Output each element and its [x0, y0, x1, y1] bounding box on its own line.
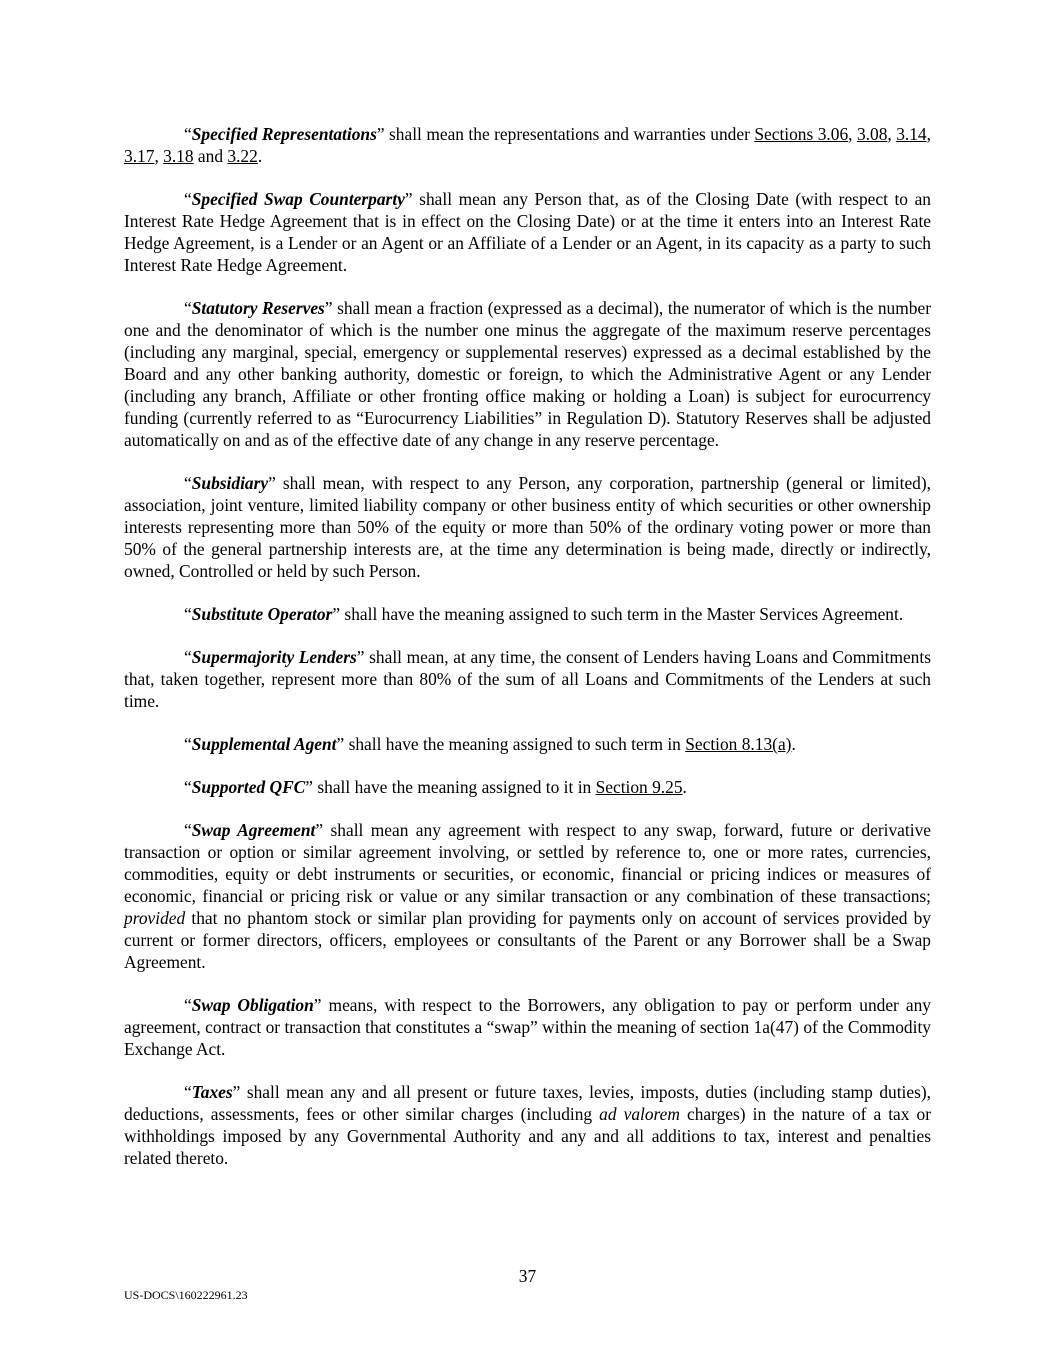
definition-text: means, with respect to the Borrowers, any obligation to pay or perform under any agreement, contract or transaction that constitutes a “swap” within the meaning of section 1a(47) of the Commodity Exchange Act.: [124, 995, 931, 1059]
definition-text: shall have the meaning assigned to it in: [313, 777, 596, 797]
definition-text: shall mean any Person that, as of the Closing Date (with respect to an Interest Rate Hedge Agreement that is in effect on the Closing Date) or at the time it enters into an Interest Rate Hedge Agreement, is a Lender or an Agent or an Affiliate of a Lender or an Agent, in its capacity as a party to such Interest Rate Hedge Agreement.: [124, 189, 931, 275]
definition-paragraph: “Substitute Operator” shall have the meaning assigned to such term in the Master Services Agreement.: [184, 604, 904, 624]
section-reference: 3.22: [227, 146, 258, 166]
defined-term: Statutory Reserves: [191, 298, 325, 318]
definition-paragraph: “Subsidiary” shall mean, with respect to any Person, any corporation, partnership (general or limited), association, joint venture, limited liability company or other business entity of which securities or other ownership interests representing more than 50% of the equity or more than 50% of the ordinary voting power or more than 50% of the general partnership interests are, at the time any determination is being made, directly or indirectly, owned, Controlled or held by such Person.: [124, 473, 931, 581]
definition-text: shall have the meaning assigned to such term in the Master Services Agreement.: [340, 604, 904, 624]
defined-term: Specified Swap Counterparty: [191, 189, 405, 209]
definition-text: shall mean the representations and warranties under: [384, 124, 755, 144]
section-reference: 3.18: [163, 146, 194, 166]
defined-term: Swap Obligation: [191, 995, 314, 1015]
section-reference: 3.08: [856, 124, 888, 144]
definition-text: ,: [848, 124, 857, 144]
definition-paragraph: “Supermajority Lenders” shall mean, at any time, the consent of Lenders having Loans and Commitments that, taken together, represent more than 80% of the sum of all Loans and Commitments of the Lenders at such time.: [124, 647, 931, 711]
defined-term: Supplemental Agent: [191, 734, 337, 754]
defined-term: Taxes: [191, 1082, 233, 1102]
definition-text: shall mean a fraction (expressed as a decimal), the numerator of which is the number one and the denominator of which is the number one minus the aggregate of the maximum reserve percentages (including any marginal, special, emergency or supplemental reserves) expressed as a decimal established by the Board and any other banking authority, domestic or foreign, to which the Administrative Agent or any Lender (including any branch, Affiliate or other fronting office making or holding a Loan) is subject for eurocurrency funding (currently referred to as “Eurocurrency Liabilities” in Regulation D). Statutory Reserves shall be adjusted automatically on and as of the effective date of any change in any reserve percentage.: [124, 298, 931, 450]
definition-paragraph: “Specified Representations” shall mean the representations and warranties under Sections 3.06, 3.08, 3.14, 3.17, 3.18 and 3.22.: [124, 124, 931, 166]
definition-paragraph: “Swap Agreement” shall mean any agreement with respect to any swap, forward, future or derivative transaction or option or similar agreement involving, or settled by reference to, one or more rates, currencies, commodities, equity or debt instruments or securities, or economic, financial or pricing indices or measures of economic, financial or pricing risk or value or any similar transaction or any combination of these transactions; provided that no phantom stock or similar plan providing for payments only on account of services provided by current or former directors, officers, employees or consultants of the Parent or any Borrower shall be a Swap Agreement.: [124, 820, 931, 972]
definition-paragraph: “Taxes” shall mean any and all present or future taxes, levies, imposts, duties (including stamp duties), deductions, assessments, fees or other similar charges (including ad valorem charges) in the nature of a tax or withholdings imposed by any Governmental Authority and any and all additions to tax, interest and penalties related thereto.: [124, 1082, 931, 1168]
definition-paragraph: “Statutory Reserves” shall mean a fraction (expressed as a decimal), the numerator of which is the number one and the denominator of which is the number one minus the aggregate of the maximum reserve percentages (including any marginal, special, emergency or supplemental reserves) expressed as a decimal established by the Board and any other banking authority, domestic or foreign, to which the Administrative Agent or any Lender (including any branch, Affiliate or other fronting office making or holding a Loan) is subject for eurocurrency funding (currently referred to as “Eurocurrency Liabilities” in Regulation D). Statutory Reserves shall be adjusted automatically on and as of the effective date of any change in any reserve percentage.: [124, 298, 931, 450]
definition-paragraph: “Swap Obligation” means, with respect to the Borrowers, any obligation to pay or perform under any agreement, contract or transaction that constitutes a “swap” within the meaning of section 1a(47) of the Commodity Exchange Act.: [124, 995, 931, 1059]
definition-text: .: [257, 146, 263, 166]
defined-term: Swap Agreement: [191, 820, 316, 840]
definition-text: that no phantom stock or similar plan providing for payments only on account of services provided by current or former directors, officers, employees or consultants of the Parent or any Borrower shall be a Swap Agreement.: [124, 908, 931, 972]
definition-text: and: [193, 146, 228, 166]
section-reference: 3.14: [896, 124, 927, 144]
document-body: [124, 123, 931, 1190]
section-reference: Sections 3.06: [754, 124, 849, 144]
definition-paragraph: “Supported QFC” shall have the meaning assigned to it in Section 9.25.: [184, 777, 687, 797]
definition-text: shall mean, with respect to any Person, any corporation, partnership (general or limited), association, joint venture, limited liability company or other business entity of which securities or other ownership interests representing more than 50% of the equity or more than 50% of the ordinary voting power or more than 50% of the general partnership interests are, at the time any determination is being made, directly or indirectly, owned, Controlled or held by such Person.: [124, 473, 931, 581]
defined-term: Substitute Operator: [191, 604, 333, 624]
definition-text: ,: [926, 124, 931, 144]
definition-text: shall have the meaning assigned to such term in: [344, 734, 686, 754]
definition-text: .: [682, 777, 687, 797]
document-id: US-DOCS\160222961.23: [124, 1288, 248, 1302]
section-reference: Section 9.25: [595, 777, 683, 797]
defined-term: Subsidiary: [191, 473, 269, 493]
definition-text: ,: [887, 124, 897, 144]
section-reference: Section 8.13(a): [685, 734, 792, 754]
definition-text: shall mean any and all present or future taxes, levies, imposts, duties (including stamp duties), deductions, assessments, fees or other similar charges (including: [124, 1082, 931, 1124]
definition-text: charges) in the nature of a tax or withholdings imposed by any Governmental Authority and any and all additions to tax, interest and penalties related thereto.: [124, 1104, 931, 1168]
definition-text: shall mean, at any time, the consent of Lenders having Loans and Commitments that, taken together, represent more than 80% of the sum of all Loans and Commitments of the Lenders at such time.: [124, 647, 931, 711]
definition-paragraph: “Specified Swap Counterparty” shall mean any Person that, as of the Closing Date (with respect to an Interest Rate Hedge Agreement that is in effect on the Closing Date) or at the time it enters into an Interest Rate Hedge Agreement, is a Lender or an Agent or an Affiliate of a Lender or an Agent, in its capacity as a party to such Interest Rate Hedge Agreement.: [124, 189, 931, 275]
defined-term: Supermajority Lenders: [191, 647, 357, 667]
page-number: 37: [518, 1266, 537, 1286]
section-reference: 3.17: [124, 146, 155, 166]
italic-text: ad valorem: [599, 1104, 680, 1124]
italic-text: provided: [124, 908, 186, 928]
defined-term: Specified Representations: [191, 124, 377, 144]
definition-paragraph: “Supplemental Agent” shall have the meaning assigned to such term in Section 8.13(a).: [184, 734, 796, 754]
definition-text: .: [791, 734, 796, 754]
definition-text: ,: [154, 146, 164, 166]
definition-text: shall mean any agreement with respect to any swap, forward, future or derivative transaction or option or similar agreement involving, or settled by reference to, one or more rates, currencies, commodities, equity or debt instruments or securities, or economic, financial or pricing indices or measures of economic, financial or pricing risk or value or any similar transaction or any combination of these transactions;: [124, 820, 931, 906]
defined-term: Supported QFC: [191, 777, 306, 797]
